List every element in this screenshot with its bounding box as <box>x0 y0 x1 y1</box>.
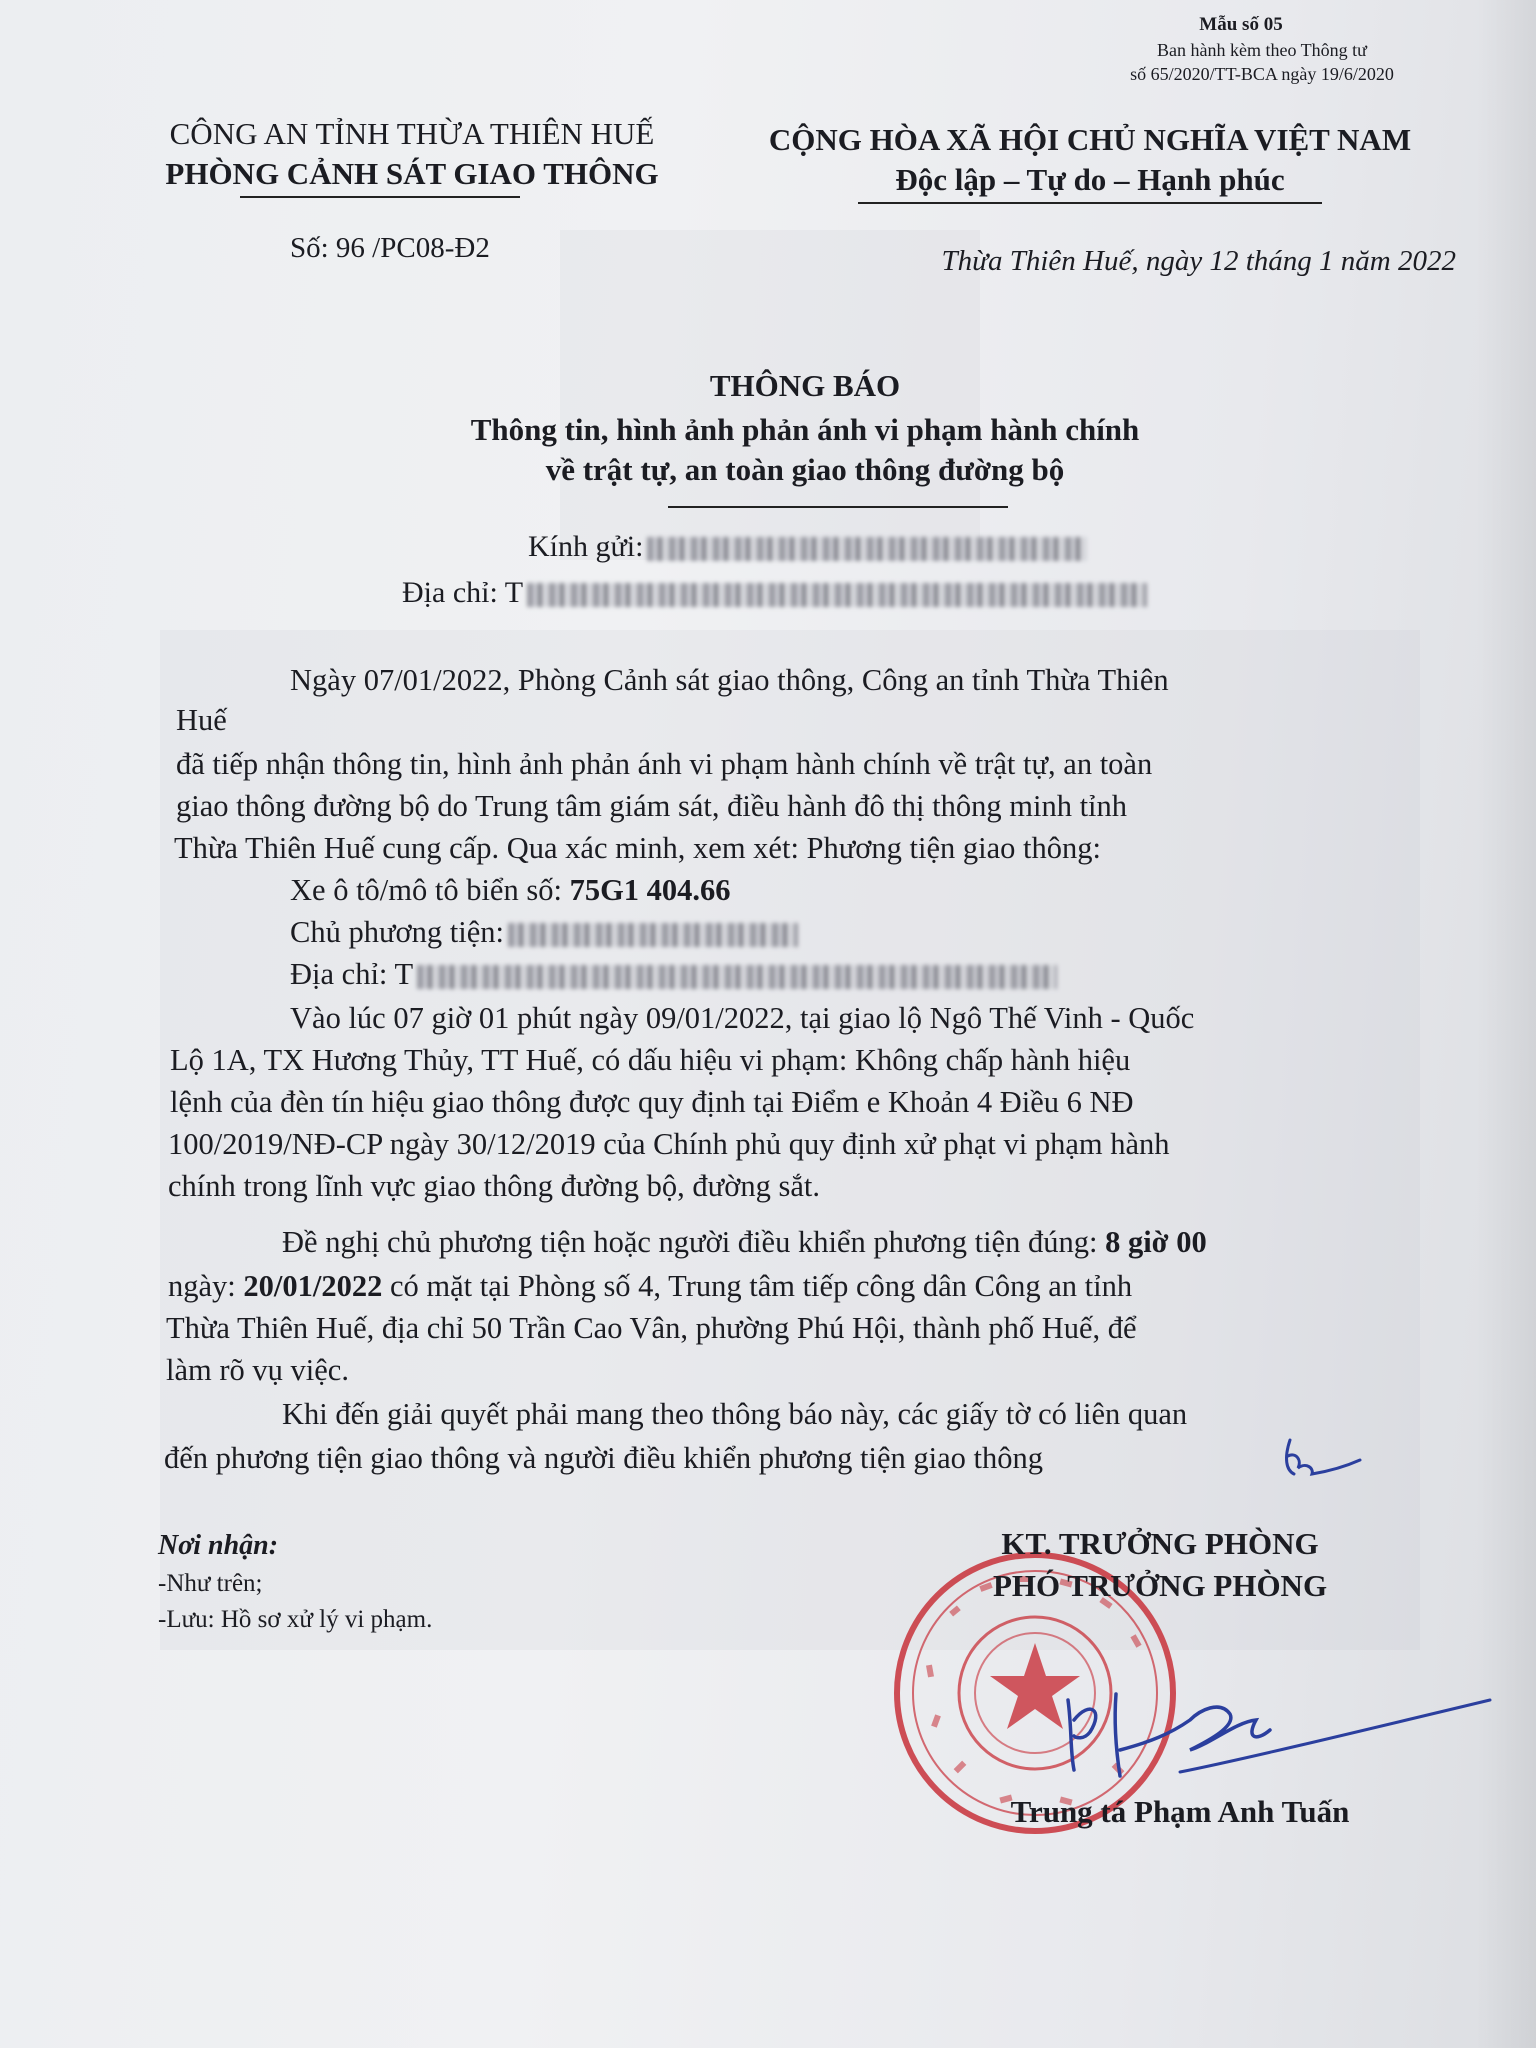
signer-name: Trung tá Phạm Anh Tuấn <box>1010 1794 1350 1829</box>
handwritten-signature <box>1060 1680 1500 1790</box>
form-issued-line: số 65/2020/TT-BCA ngày 19/6/2020 <box>1130 64 1394 84</box>
body-line: Vào lúc 07 giờ 01 phút ngày 09/01/2022, tại giao lộ Ngô Thế Vinh - Quốc <box>290 1001 1195 1035</box>
body-line: lệnh của đèn tín hiệu giao thông được quy định tại Điểm e Khoản 4 Điều 6 NĐ <box>170 1085 1134 1119</box>
place-date: Thừa Thiên Huế, ngày 12 tháng 1 năm 2022 <box>941 245 1456 277</box>
redacted-owner-address <box>417 965 1057 989</box>
redacted-address <box>527 583 1147 607</box>
motto-underline <box>858 202 1322 204</box>
department-name: PHÒNG CẢNH SÁT GIAO THÔNG <box>165 156 659 191</box>
nation-name: CỘNG HÒA XÃ HỘI CHỦ NGHĨA VIỆT NAM <box>768 122 1412 157</box>
redacted-owner <box>508 923 798 947</box>
redacted-name <box>647 537 1087 561</box>
agency-name: CÔNG AN TỈNH THỪA THIÊN HUẾ <box>169 116 655 151</box>
owner-address-label: Địa chỉ: T <box>290 957 414 991</box>
body-line: chính trong lĩnh vực giao thông đường bộ, đường sắt. <box>168 1169 820 1203</box>
body-line: Thừa Thiên Huế, địa chỉ 50 Trần Cao Vân, phường Phú Hội, thành phố Huế, để <box>166 1311 1137 1345</box>
recipient-item: -Lưu: Hồ sơ xử lý vi phạm. <box>158 1606 433 1633</box>
document-title: THÔNG BÁO <box>709 368 901 403</box>
recipient-line <box>528 530 1087 564</box>
body-line <box>282 1222 1207 1262</box>
recipients-title: Nơi nhận: <box>158 1530 279 1561</box>
body-line: Lộ 1A, TX Hương Thủy, TT Huế, có dấu hiệu vi phạm: Không chấp hành hiệu <box>170 1043 1131 1077</box>
owner-line <box>290 912 798 952</box>
owner-label: Chủ phương tiện: <box>290 915 504 949</box>
appointment-date: 20/01/2022 <box>243 1269 383 1303</box>
document-subtitle: Thông tin, hình ảnh phản ánh vi phạm hành chính <box>470 412 1140 447</box>
recipient-label: Kính gửi: <box>528 530 644 563</box>
recipient-address-line <box>402 576 1147 610</box>
license-plate: 75G1 404.66 <box>569 873 731 907</box>
signature-title: KT. TRƯỞNG PHÒNG <box>1001 1526 1319 1561</box>
initial-signature <box>1276 1434 1366 1494</box>
national-motto: Độc lập – Tự do – Hạnh phúc <box>895 162 1285 197</box>
address-label: Địa chỉ: T <box>402 576 524 609</box>
body-line: Ngày 07/01/2022, Phòng Cảnh sát giao thông, Công an tỉnh Thừa Thiên <box>290 663 1169 697</box>
form-number: Mẫu số 05 <box>1199 14 1283 35</box>
body-line: đến phương tiện giao thông và người điều khiển phương tiện giao thông <box>164 1441 1043 1475</box>
body-text: Đề nghị chủ phương tiện hoặc người điều khiển phương tiện đúng: <box>282 1225 1106 1259</box>
body-line <box>168 1266 1132 1306</box>
title-rule <box>668 506 1008 508</box>
document-subtitle: về trật tự, an toàn giao thông đường bộ <box>545 452 1065 487</box>
appointment-time: 8 giờ 00 <box>1105 1225 1207 1259</box>
document-number: Số: 96 /PC08-Đ2 <box>290 232 490 264</box>
owner-address-line <box>290 954 1057 994</box>
body-line: Huế <box>176 703 227 737</box>
body-line: giao thông đường bộ do Trung tâm giám sát, điều hành đô thị thông minh tỉnh <box>176 789 1128 823</box>
recipient-item: -Như trên; <box>158 1570 263 1597</box>
form-issued-line: Ban hành kèm theo Thông tư <box>1157 40 1367 60</box>
body-line: 100/2019/NĐ-CP ngày 30/12/2019 của Chính phủ quy định xử phạt vi phạm hành <box>168 1127 1170 1161</box>
body-text: ngày: <box>168 1269 244 1303</box>
body-line: Khi đến giải quyết phải mang theo thông báo này, các giấy tờ có liên quan <box>282 1397 1188 1431</box>
vehicle-line <box>290 870 731 910</box>
vehicle-label: Xe ô tô/mô tô biển số: <box>290 873 570 907</box>
signature-position: PHÓ TRƯỞNG PHÒNG <box>992 1568 1328 1603</box>
body-line: đã tiếp nhận thông tin, hình ảnh phản ánh vi phạm hành chính về trật tự, an toàn <box>176 747 1153 781</box>
body-line: làm rõ vụ việc. <box>166 1353 349 1387</box>
body-line: Thừa Thiên Huế cung cấp. Qua xác minh, xem xét: Phương tiện giao thông: <box>174 831 1101 865</box>
body-text: có mặt tại Phòng số 4, Trung tâm tiếp công dân Công an tỉnh <box>382 1269 1133 1303</box>
agency-underline <box>240 196 520 198</box>
